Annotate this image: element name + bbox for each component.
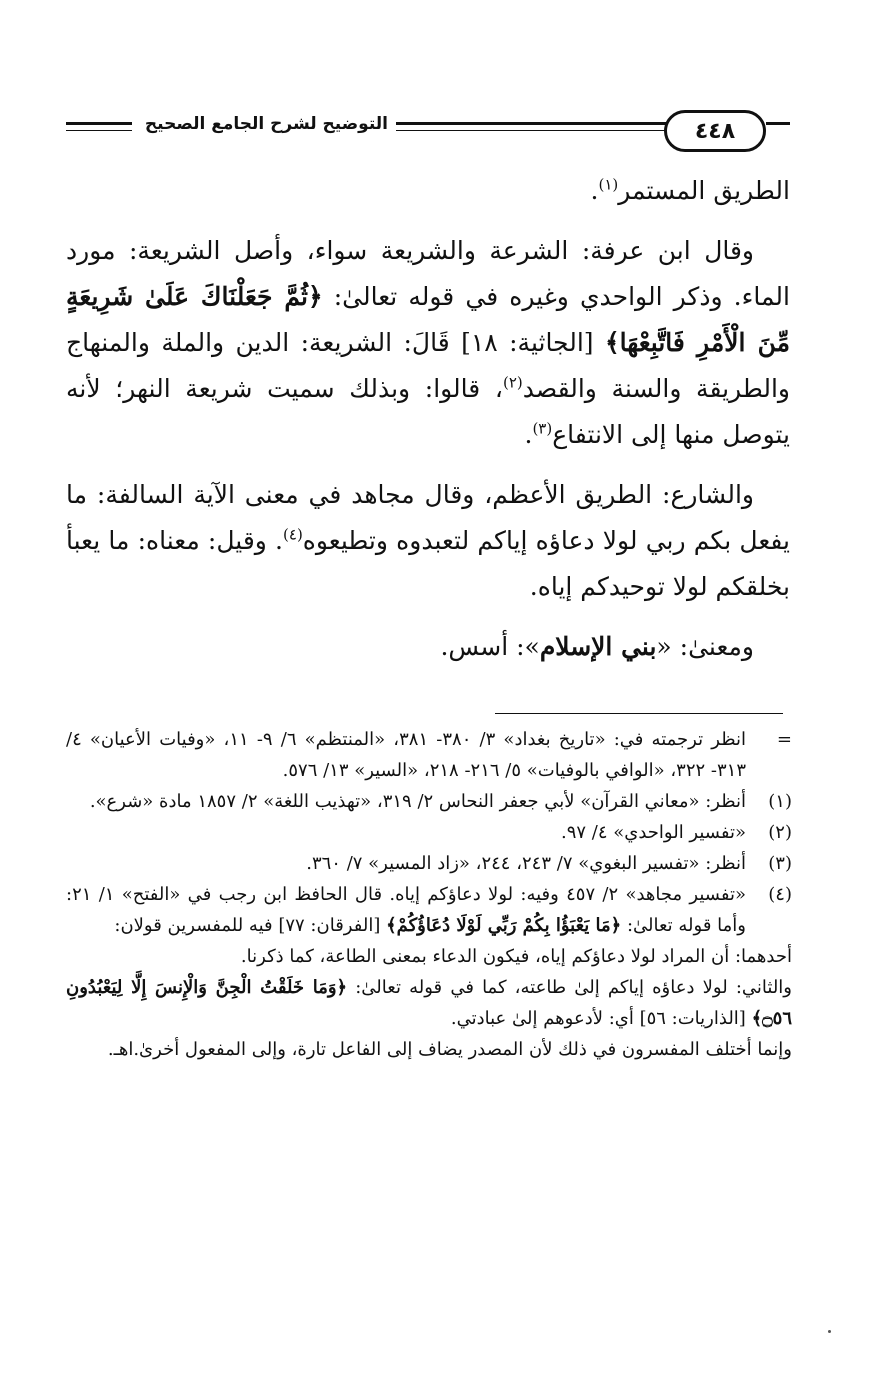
paragraph-4-text-b: »: أسس. [440, 632, 540, 661]
paragraph-2-end: . [524, 420, 533, 449]
paragraph-1 [66, 168, 790, 214]
footnote-3 [66, 848, 792, 879]
footnote-ref-4[interactable]: (٤) [283, 525, 303, 544]
header-rule-middle-top [396, 122, 676, 125]
footnote-3-text: أنظر: «تفسير البغوي» ٧/ ٢٤٣، ٢٤٤، «زاد المسير» ٧/ ٣٦٠. [306, 853, 746, 874]
paragraph-4-text-a: ومعنىٰ: « [656, 632, 754, 661]
paragraph-1-text: الطريق المستمر [618, 176, 790, 205]
paragraph-2-text-a: وقال ابن عرفة: الشرعة والشريعة سواء، وأصل الشريعة: مورد الماء. وذكر الواحدي وغيره في قوله تعالىٰ: [66, 236, 790, 311]
page-number: ٤٤٨ [664, 110, 766, 152]
paragraph-3-text-b: . وقيل: معناه: ما يعبأ بخلقكم لولا توحيدكم إياه. [66, 526, 790, 601]
paragraph-1-end: . [590, 176, 599, 205]
footnote-4-line-3-a: والثاني: لولا دعاؤه إياكم إلىٰ طاعته، كما في قوله تعالىٰ: [347, 977, 792, 998]
footnote-1 [66, 786, 792, 817]
scan-speck [828, 1330, 831, 1333]
footnote-continuation [66, 724, 792, 786]
footnote-ref-3[interactable]: (٣) [532, 419, 553, 438]
footnote-ref-2[interactable]: (٢) [502, 373, 523, 392]
paragraph-3 [66, 472, 790, 610]
footnote-4-text-a: «تفسير مجاهد» ٢/ ٤٥٧ وفيه: لولا دعاؤكم إياه. قال الحافظ ابن رجب في «الفتح» ١/ ٢١: وأما قوله تعالىٰ: [66, 884, 746, 936]
hadith-phrase: بني الإسلام [539, 632, 657, 661]
footnote-4-mark: (٤) [768, 884, 792, 905]
footnote-4-text [66, 879, 746, 941]
header-rule-left-bottom [66, 130, 132, 131]
quran-verse-jathiya: ﴿ثُمَّ جَعَلْنَاكَ عَلَىٰ شَرِيعَةٍ مِّنَ الْأَمْرِ فَاتَّبِعْهَا﴾ [66, 282, 791, 357]
header-rule-middle-bottom [396, 130, 676, 131]
running-title: التوضيح لشرح الجامع الصحيح [139, 114, 394, 134]
footnote-4-line-4: وإنما أختلف المفسرون في ذلك لأن المصدر يضاف إلى الفاعل تارة، وإلى المفعول أخرىٰ.اهـ. [107, 1039, 792, 1060]
paragraph-3-text-a: والشارع: الطريق الأعظم، وقال مجاهد في معنى الآية السالفة: ما يفعل بكم ربي لولا دعاؤه إياكم لتعبدوه وتطيعوه [66, 480, 790, 555]
continuation-text: انظر ترجمته في: «تاريخ بغداد» ٣/ ٣٨٠- ٣٨١، «المنتظم» ٦/ ٩- ١١، «وفيات الأعيان» ٤/ ٣١٣- ٣٢٢، «الوافي بالوفيات» ٥/ ٢١٦- ٢١٨، «السير» ١٣/ ٥٧٦. [66, 729, 746, 781]
footnote-1-text: أنظر: «معاني القرآن» لأبي جعفر النحاس ٢/ ٣١٩، «تهذيب اللغة» ٢/ ١٨٥٧ مادة «شرع». [89, 791, 746, 812]
paragraph-2 [66, 228, 790, 458]
footnote-4-text-b: [الفرقان: ٧٧] فيه للمفسرين قولان: [114, 915, 387, 936]
footnote-2 [66, 817, 792, 848]
paragraph-2-text-b: [الجاثية: ١٨] قَالَ: الشريعة: الدين والملة والمنهاج والطريقة والسنة والقصد [66, 328, 790, 403]
footnote-4-line-2: أحدهما: أن المراد لولا دعاؤكم إياه، فيكون الدعاء بمعنى الطاعة، كما ذكرنا. [240, 946, 792, 967]
paragraph-2-text-c: ، قالوا: وبذلك سميت شريعة النهر؛ لأنه يتوصل منها إلى الانتفاع [66, 374, 790, 449]
footnote-4-line-3 [66, 972, 792, 1034]
footnote-4-line-3-b: [الذاريات: ٥٦] أي: لأدعوهم إلىٰ عبادتي. [450, 1008, 752, 1029]
footnote-3-mark: (٣) [768, 853, 792, 874]
main-text [66, 168, 790, 684]
footnote-2-text: «تفسير الواحدي» ٤/ ٩٧. [560, 822, 746, 843]
quran-verse-dhariyat: ﴿وَمَا خَلَقْتُ الْجِنَّ وَالْإِنسَ إِلَّا لِيَعْبُدُونِ ۝٥٦﴾ [66, 977, 792, 1029]
footnote-ref-1[interactable]: (١) [598, 175, 619, 194]
page-header [66, 108, 790, 152]
header-rule-right [766, 122, 790, 125]
footnote-separator [495, 713, 783, 714]
footnote-2-mark: (٢) [768, 822, 792, 843]
footnotes [66, 724, 792, 1065]
header-rule-left-top [66, 122, 132, 125]
paragraph-4 [66, 624, 790, 670]
footnote-1-mark: (١) [768, 791, 792, 812]
continuation-mark: = [776, 729, 792, 750]
quran-verse-furqan: ﴿مَا يَعْبَؤُا بِكُمْ رَبِّي لَوْلَا دُعَاؤُكُمْ﴾ [386, 915, 622, 936]
footnote-4 [66, 879, 792, 941]
